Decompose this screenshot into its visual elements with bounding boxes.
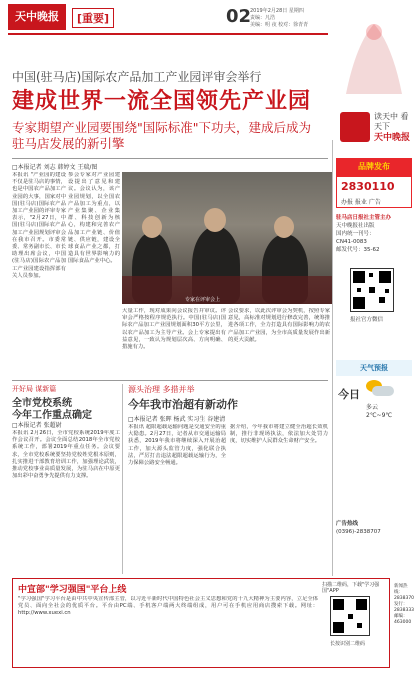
issue-design: 美编：明 夜 校对：徐青青 <box>250 22 309 28</box>
lead-byline: □本报记者 刘志 韩婷文 王瑞/图 <box>12 164 98 171</box>
weather-title: 天气预报 <box>336 360 412 376</box>
weather-desc: 多云 <box>366 404 379 411</box>
side-code: 邮发代号：35-62 <box>336 247 380 253</box>
cloud-icon <box>372 386 394 396</box>
article2-kicker: 开好局 谋新篇 <box>12 385 57 393</box>
newspaper-logo: 天中晚报 <box>8 4 66 30</box>
lead-col-1: 本报讯 "产业园的建设不仅是驻马店的事情，也是中国农产品加工产业园的大事，国家对中国(驻马店)国际农产品加工产业园的评审专家表示，"2月27日，中国(驻马店)国际农产品加工产业园规划评审会在我市召开。市委常委、常务副市长、市长助理出席会议，中国(驻马店)国际农产品加工产业园建设指挥部有关人员参加。 <box>12 172 66 279</box>
photo-caption: 专家在评审会上 <box>185 297 221 303</box>
page-number: 02 <box>226 6 252 27</box>
decor-circle <box>366 24 382 40</box>
lead-col-2: 参会专家对产业园建设提出了意见和建议。会议认为，该产业园规划，以全国农产品加工为重点，以产业集聚、企业集群、科技创新为核心，构建和完善农产品加工产业链、价值链、供应链，建设全球食品产业之都，打造具有世界影响力的国际食品产业中心。 <box>68 172 120 265</box>
qr-code-icon <box>350 268 394 312</box>
promo-body: "学习强国"学习平台是由中共中央宣传部主管，以习近平新时代中国特色社会主义思想和党的十九大精神为主要内容，立足全体党员、面向全社会的优质平台。平台由PC端、手机客户端两大终端组成，用户可在手机应用商店搜索下载。网址：http://www.xuexi.cn <box>18 596 318 617</box>
lead-kicker: 中国(驻马店)国际农产品加工产业园评审会举行 <box>12 70 262 84</box>
article3-kicker: 源头治理 多措并举 <box>128 385 195 394</box>
side-publisher: 驻马店日报社主管主办 <box>336 215 392 221</box>
masthead-rule <box>8 33 328 35</box>
ad-title: 品牌发布 <box>336 158 412 176</box>
photo-head <box>204 208 226 232</box>
divider <box>12 158 328 159</box>
promo-side-title: 扫描二维码，下载"学习强国"APP <box>322 582 380 594</box>
promo-side-note: 长按识别二维码 <box>330 641 366 647</box>
divider <box>12 380 328 381</box>
issue-date: 2019年2月28日 星期四 <box>250 8 304 14</box>
promo-qr-code-icon <box>330 596 370 636</box>
banner-slogan: 读天中 看天下 <box>374 112 409 131</box>
article3-byline: □本报记者 张晖 杨武 实习生 谷建清 <box>128 416 226 423</box>
ad-phone-number: (0396)-2838707 <box>336 529 381 535</box>
qr-pattern <box>331 597 369 635</box>
footer-line: 新闻热线：2838370 <box>394 584 415 601</box>
article2-title-1: 全市党校系统 <box>12 398 72 409</box>
side-paper-name: 天中晚报社出版 <box>336 223 375 229</box>
ad-phone: 2830110 <box>341 180 395 193</box>
photo-table <box>122 276 332 304</box>
lead-deck: 专家期望产业园要围绕"国际标准"下功夫，建成后成为驻马店发展的新引擎 <box>12 120 312 151</box>
banner-illustration <box>336 4 412 104</box>
qr-pattern <box>351 269 393 311</box>
issue-editor: 责编：凡浩 <box>250 15 276 21</box>
footer-line: 邮编：463000 <box>394 614 412 625</box>
ad-box <box>336 176 412 208</box>
weather-box <box>336 378 412 438</box>
article2-title-2: 今年工作重点确定 <box>12 410 92 421</box>
weather-today: 今日 <box>338 388 360 401</box>
ad-phone-label: 广告热线 <box>336 521 359 527</box>
ad-subtitle: 办报 报业 广告 <box>341 199 381 206</box>
banner-paper-title: 天中晚报 <box>374 133 411 143</box>
column-divider <box>332 140 333 576</box>
paper-emblem-icon <box>340 112 370 142</box>
article3-title: 今年我市治超有新动作 <box>128 398 238 411</box>
side-cn-label: 国内统一刊号： <box>336 231 375 237</box>
column-divider <box>122 384 123 574</box>
side-cn-value: CN41-0083 <box>336 239 367 245</box>
article2-byline: □本报记者 张超尉 <box>12 422 62 429</box>
lead-col-3: 大量工作，现对成果向会议报告并审议。评审会严格按程序规范执行。中国(驻马店)国际农产品加工产业园规划面积30平方公里，以农产品加工为主导产业。会上专家提出有益意见，一致认为规划层次高、方向明确、措施有力。 <box>122 308 226 351</box>
article2-body: 本报讯 2月26日，全市党校系统2019年度工作会议召开。会议全面总结2018年全市党校系统工作，部署2019年重点任务。会议要求，全市党校系统要坚持党校姓党根本原则，扎实推进干部教育培训工作，加强理论武装，推动党校事业高质量发展，为驻马店在中原更加出彩中奋勇争先提供有力支撑。 <box>12 430 120 480</box>
article3-body-1: 本报讯 超限超载运输问题是交通安全的重大隐患。2月27日，记者从市交通运输局获悉，2019年我市将继续深入开展治超工作，加大源头监管力度，强化联合执法，严厉打击违法超限超载运输行为，全力保障公路安全畅通。 <box>128 424 226 467</box>
qr-label: 报社官方微信 <box>350 317 384 323</box>
photo-head <box>142 216 162 238</box>
footer-line: 发行：2838333 <box>394 602 415 613</box>
article3-body-2: 据介绍，今年我市将建立健全治超长效机制，推行非现场执法，依法加大处罚力度，切实维护人民群众生命财产安全。 <box>230 424 328 445</box>
section-label: [重要] <box>72 8 114 28</box>
lead-headline: 建成世界一流全国领先产业园 <box>12 88 312 114</box>
issue-meta <box>250 8 320 29</box>
photo-head <box>274 216 294 238</box>
promo-title: 中宣部"学习强国"平台上线 <box>18 585 127 595</box>
footer-info <box>394 584 414 626</box>
lead-col-4: 会议要求，以此次评审会为契机，按照专家意见，高标准对规划进行修改完善，统筹推进各项工作，全力打造具有国际影响力的农产品加工产业园，为全市高质量发展作出新的更大贡献。 <box>228 308 330 343</box>
meeting-photo <box>122 172 332 304</box>
weather-temp: 2℃~9℃ <box>366 412 393 419</box>
side-column <box>336 214 412 254</box>
